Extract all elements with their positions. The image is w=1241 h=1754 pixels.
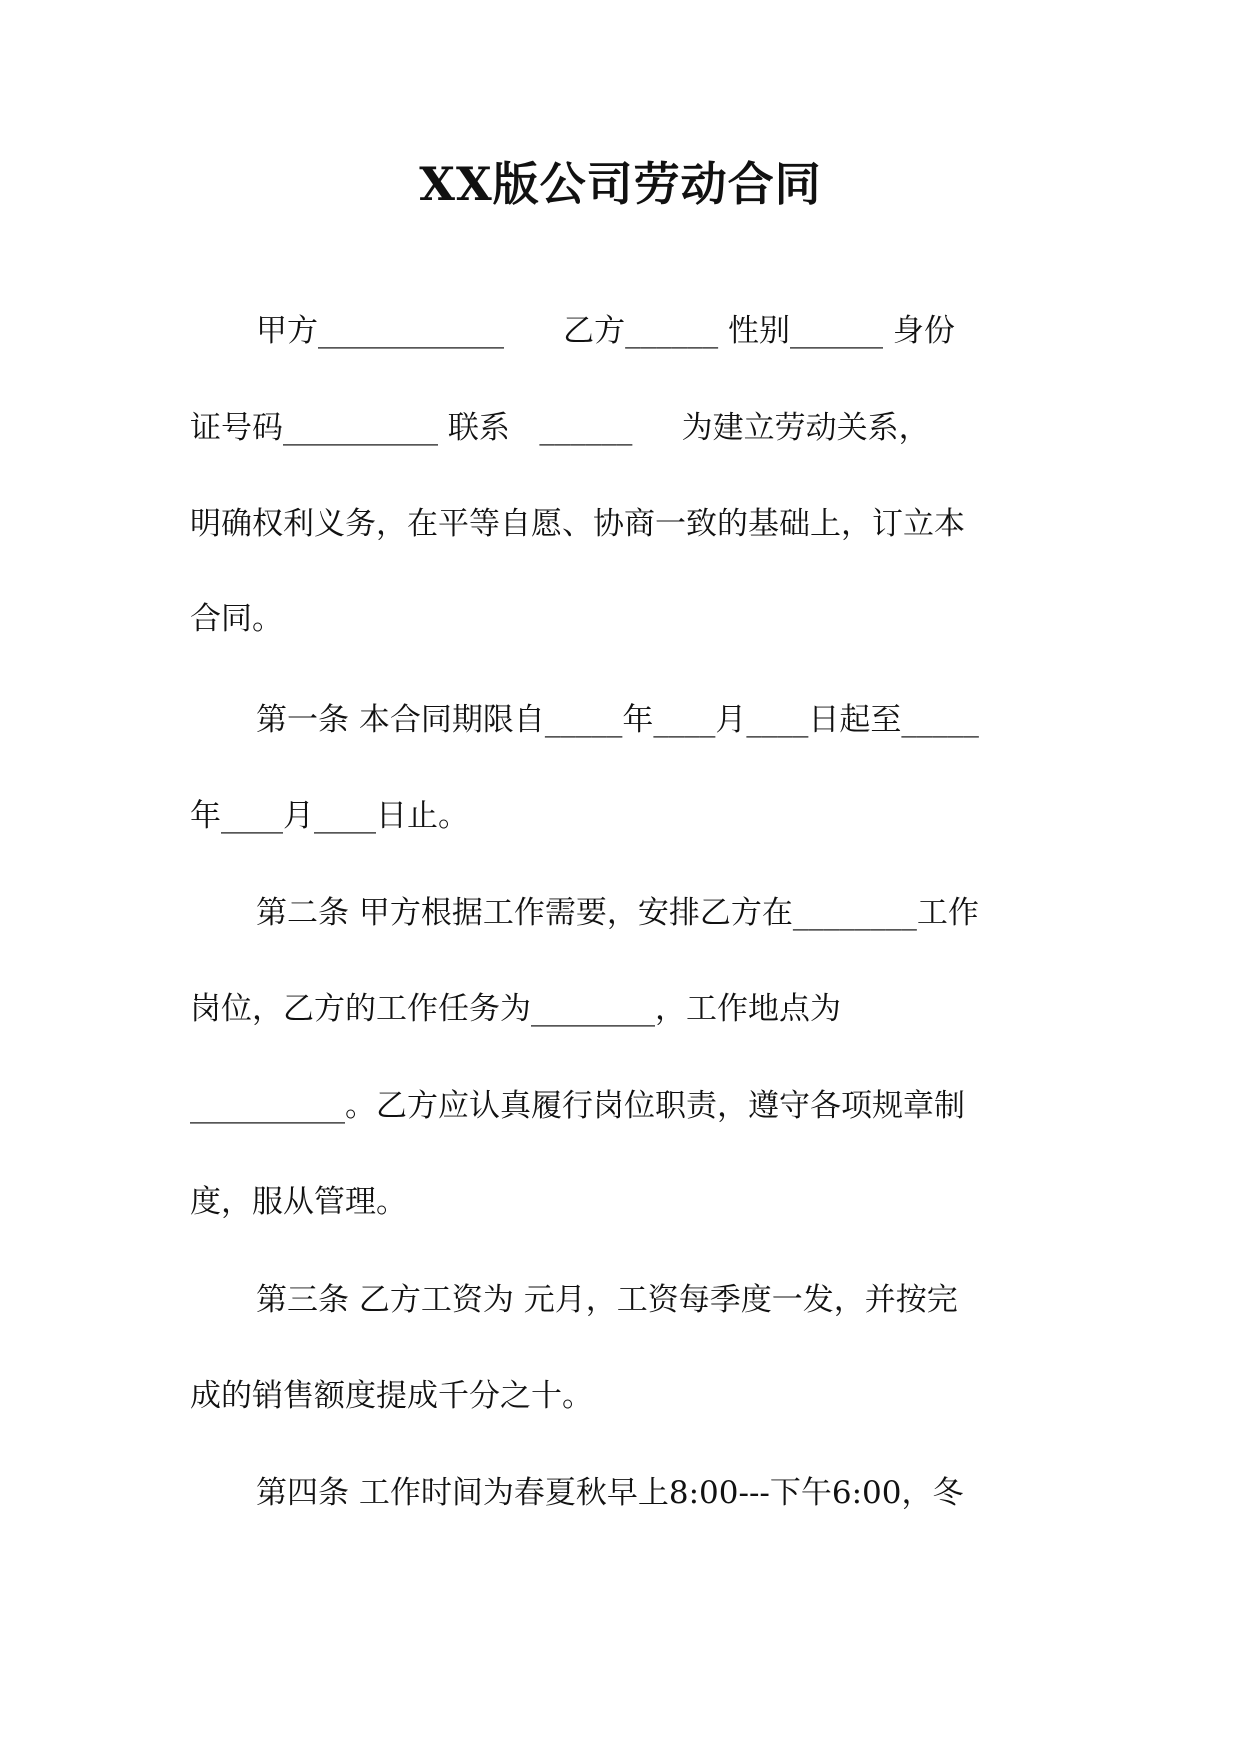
paragraph-line: 合同。 [190,601,283,637]
document-title: XX版公司劳动合同 [419,157,822,211]
article-4-line: 第四条 工作时间为春夏秋早上8:00---下午6:00，冬 [256,1475,964,1511]
paragraph-line: 证号码__________ 联系 ______ 为建立劳动关系， [190,410,930,446]
article-2-line: 岗位，乙方的工作任务为________，工作地点为 [190,991,841,1027]
paragraph-line: 甲方____________ 乙方______ 性别______ 身份 [256,313,955,349]
article-1-line: 第一条 本合同期限自_____年____月____日起至_____ [256,702,979,738]
paragraph-line: 明确权利义务，在平等自愿、协商一致的基础上，订立本 [190,506,965,542]
article-2-line: 第二条 甲方根据工作需要，安排乙方在________工作 [256,895,979,931]
article-2-line: 度，服从管理。 [190,1184,407,1220]
article-3-line: 成的销售额度提成千分之十。 [190,1378,593,1414]
article-1-line: 年____月____日止。 [190,798,469,834]
article-3-line: 第三条 乙方工资为 元月，工资每季度一发，并按完 [256,1282,958,1318]
article-2-line: __________。乙方应认真履行岗位职责，遵守各项规章制 [190,1088,965,1124]
